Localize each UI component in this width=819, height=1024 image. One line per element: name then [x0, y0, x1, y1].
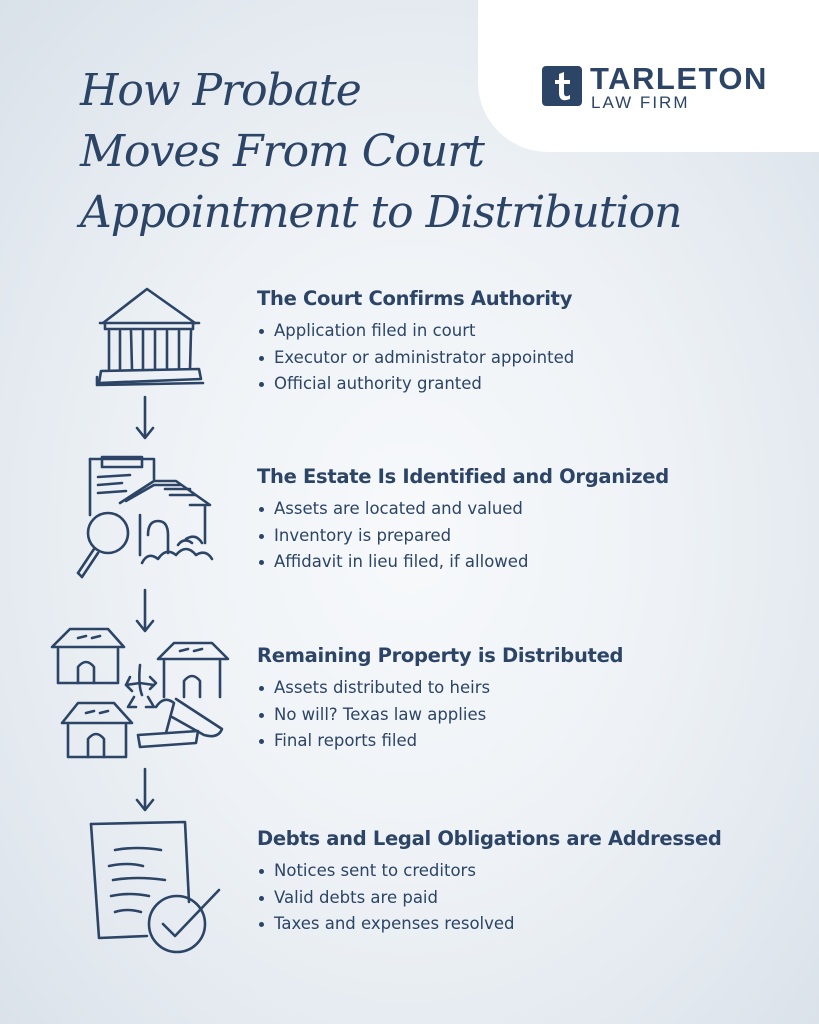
- step-estate-identified: [257, 465, 797, 576]
- list-item-text: Official authority granted: [274, 374, 482, 393]
- bullet-icon: [259, 869, 264, 874]
- bullet-icon: [259, 686, 264, 691]
- bullet-icon: [259, 922, 264, 927]
- list-item-text: No will? Texas law applies: [274, 704, 487, 724]
- list-item: [257, 858, 797, 885]
- down-arrow-icon: [134, 395, 156, 443]
- list-item-text: Affidavit in lieu filed, if allowed: [274, 552, 529, 571]
- step-heading: Debts and Legal Obligations are Addressed: [257, 827, 722, 850]
- step-debts-addressed: [257, 827, 797, 938]
- title-line-2: Moves From Court: [80, 126, 484, 177]
- title-line-1: How Probate: [80, 65, 361, 116]
- document-checkmark-icon: [85, 820, 225, 955]
- step-list: [257, 675, 797, 755]
- list-item: [257, 496, 797, 523]
- bullet-icon: [259, 896, 264, 901]
- step-heading: The Court Confirms Authority: [257, 287, 573, 310]
- list-item-text: Executor or administrator appointed: [274, 347, 575, 367]
- courthouse-icon: [95, 285, 210, 390]
- list-item-text: Application filed in court: [274, 321, 476, 340]
- step-heading: The Estate Is Identified and Organized: [257, 465, 669, 488]
- list-item-text: Notices sent to creditors: [274, 861, 476, 880]
- step-heading: Remaining Property is Distributed: [257, 644, 624, 667]
- bullet-icon: [259, 356, 264, 361]
- list-item: [257, 549, 797, 576]
- bullet-icon: [259, 329, 264, 334]
- step-list: [257, 858, 797, 938]
- property-distribution-icon: [48, 625, 228, 760]
- list-item: [257, 371, 797, 398]
- bullet-icon: [259, 739, 264, 744]
- list-item-text: Assets distributed to heirs: [274, 678, 491, 697]
- brand-subtitle: LAW FIRM: [591, 93, 690, 112]
- list-item: [257, 345, 797, 372]
- estate-inventory-icon: [70, 455, 220, 585]
- list-item-text: Inventory is prepared: [274, 525, 452, 545]
- step-list: [257, 496, 797, 576]
- list-item: [257, 728, 797, 755]
- list-item: [257, 885, 797, 912]
- list-item: [257, 911, 797, 938]
- brand-name: TARLETON: [590, 61, 768, 96]
- step-list: [257, 318, 797, 398]
- bullet-icon: [259, 713, 264, 718]
- list-item: [257, 702, 797, 729]
- list-item-text: Taxes and expenses resolved: [274, 914, 515, 933]
- list-item: [257, 318, 797, 345]
- list-item: [257, 675, 797, 702]
- list-item: [257, 523, 797, 550]
- list-item-text: Final reports filed: [274, 731, 418, 750]
- list-item-text: Assets are located and valued: [274, 499, 523, 518]
- list-item-text: Valid debts are paid: [274, 887, 438, 907]
- down-arrow-icon: [134, 767, 156, 815]
- bullet-icon: [259, 560, 264, 565]
- step-court-confirms-authority: [257, 287, 797, 398]
- bullet-icon: [259, 534, 264, 539]
- title-line-3: Appointment to Distribution: [80, 187, 682, 238]
- step-property-distributed: [257, 644, 797, 755]
- page-title: [80, 60, 700, 243]
- bullet-icon: [259, 507, 264, 512]
- bullet-icon: [259, 382, 264, 387]
